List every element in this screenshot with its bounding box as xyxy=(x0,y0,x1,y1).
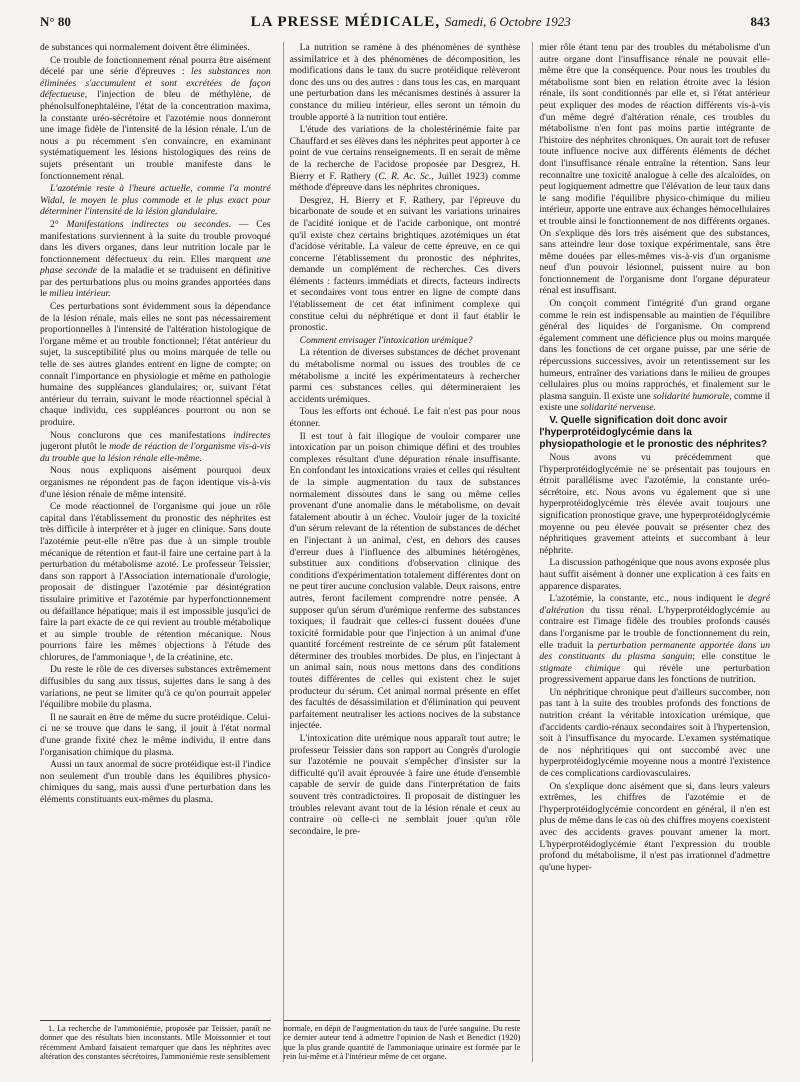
italic-run: solidarité humorale xyxy=(653,390,730,402)
paragraph: L'azotémie reste à l'heure actuelle, comme l'a montré Widal, le moyen le plus commode et le plus exact pour déterminer l'intensité de la lésion glandulaire. xyxy=(40,183,271,218)
column-2 xyxy=(283,42,521,1062)
paragraph: On s'explique donc aisément que si, dans leurs valeurs extrêmes, les chiffres de l'azotémie et de l'hyperprotéidoglycémie concordent en général, il n'en est plus de même dans le cas où des chiffres moyens coexistent avec des accidents graves pouvant amener la mort. L'hyperprotéidoglycémie étant l'expression du trouble profond du métabolisme, il n'est pas irrationnel d'admettre qu'une hyper- xyxy=(539,780,771,873)
text-run: qui révèle une perturbation progressivement apparue dans les fonctions de nutrition. xyxy=(539,662,771,686)
journal-title xyxy=(251,14,571,31)
italic-run: perturbation permanente apportée dans un des constituants du plasma sanguin xyxy=(539,639,771,663)
italic-run: degré d'altération xyxy=(539,593,771,616)
paragraph: Un néphritique chronique peut d'ailleurs succomber, non pas tant à la suite des troubles profonds des fonctions de nutrition créant la véritable intoxication urémique, que d'accidents cardio-rénaux secondaires soit à l'hypertension, soit à l'insuffisance du myocarde. L'examen systématique de nos néphritiques qui ont succombé avec une hyperprotéidoglycémie moyenne nous a montré l'existence de ces complications cardiovasculaires. xyxy=(539,686,771,780)
text-run: ; elle constitue le xyxy=(692,651,770,663)
paragraph: L'intoxication dite urémique nous apparaît tout autre; le professeur Teissier dans son rapport au Congrès d'urologie sur l'azotémie ne pouvait s'empêcher d'insister sur la difficulté qu'il avait éprouvée à faire une étude d'ensemble capable de servir de guide dans l'interprétation de faits souvent très contradictoires. Il proposait de distinguer les troubles relevant avant tout de la lésion rénale et ceux au contraire où celle-ci ne semblait jouer qu'un rôle secondaire, le pre- xyxy=(289,733,521,837)
text-run: 2° xyxy=(50,218,67,230)
paragraph: Ces perturbations sont évidemment sous la dépendance de la lésion rénale, mais elles ne sont pas nécessairement proportionnelles à l'intensité de l'altération histologique de l'organe même et au trouble fonctionnel; l'état antérieur du sujet, la susceptibilité plus ou moins marquée de telle ou telle de ses autres glandes entrent en ligne de compte; on connaît l'importance en physiologie et même en pathologie humaine des suppléances glandulaires; or, suivant l'état antérieur du terrain, suivant le mode réactionnel spécial à chaque individu, ces suppléances pourront ou non se produire. xyxy=(40,301,271,428)
text-run: jugeront plutôt le xyxy=(40,441,110,453)
text-run: L'étude des variations de la cholestérinémie faite par Chauffard et ses élèves dans les néphrites peut apporter à ce point de vue certains renseignements. Il en serait de même de la recherche de l'acidose proposée par Desgrez, H. Bierry et F. Rathery ( xyxy=(289,124,521,182)
section-heading: V. Quelle signification doit donc avoir l'hyperprotéidoglycémie dans la physiopathologie et le pronostic des néphrites? xyxy=(539,415,768,450)
italic-run: les substances non éliminées s'accumulent et sont excrétées de façon défectueuse, xyxy=(40,66,271,101)
italic-run: C. R. Ac. Sc. xyxy=(378,170,432,182)
text-run: Nous conclurons que ces manifestations xyxy=(50,429,234,441)
footnote-text: 1. La recherche de l'ammoniémie, proposée par Teissier, paraît ne donner que des résultats bien inconstants. Mlle Moissonnier et tout récemment Ambard faisaient remarquer que dans les néphrites avec altération des constantes sécrétoires, l'ammoniémie reste sensiblement xyxy=(40,1023,271,1062)
page-number: 843 xyxy=(750,14,770,29)
text-run: l'injection de bleu de méthylène, de phénolsulfonephtaléine, l'état de la concentration maxima, la constante uréo-sécrétoire et l'azotémie nous donneront une image fidèle de l'intensité de la lésion rénale. L'un de nous a pu récemment s'en convaincre, en examinant systématiquement les lésions histologiques des reins de sujets présentant un trouble manifeste dans le fonctionnement rénal. xyxy=(40,89,271,182)
italic-run: stigmate chimique xyxy=(539,662,621,674)
text-run: Ce trouble de fonctionnement rénal pourra être aisément décelé par une série d'épreuves : xyxy=(40,54,271,78)
paragraph: La discussion pathogénique que nous avons exposée plus haut suffit aisément à donner une explication à ces faits en apparence disparates. xyxy=(539,557,771,592)
issue-date: Samedi, 6 Octobre 1923 xyxy=(444,14,571,29)
paragraph: Nous avons vu précédemment que l'hyperprotéidoglycémie ne se présentait pas toujours en étroit parallélisme avec l'azotémie, la constante uréo-sécrétoire, etc. Nous avons vu également que si une hyperprotéidoglycémie très élevée avait toujours une signification pronostique grave, une hyperprotéidoglycémie moyenne ou peu élevée pouvait se présenter chez des néphritiques gravement atteints et succombant à leur néphrite. xyxy=(539,452,771,556)
journal-name: LA PRESSE MÉDICALE, xyxy=(250,14,441,30)
paragraph: Tous les efforts ont échoué. Le fait n'est pas pour nous étonner. xyxy=(289,406,521,429)
text-run: de la maladie et se traduisent en définitive par des perturbations plus ou moins grandes apportées dans le xyxy=(40,265,271,300)
footnote-text: normale, en dépit de l'augmentation du taux de l'urée sanguine. Du reste ce dernier auteur tend à admettre l'opinion de Nash et Benedict (1920) que la plus grande quantité de l'ammoniaque urinaire est formée par le rein lui-même et à l'intérieur même de cet organe. xyxy=(283,1023,521,1062)
paragraph xyxy=(290,124,521,194)
text-run: — Ces manifestations surviennent à la suite du trouble provoqué dans les divers organes, dans leur nutrition locale par le fonctionnement défectueux du rein. Elles marquent xyxy=(40,218,271,265)
footnote xyxy=(284,1020,521,1062)
paragraph: de substances qui normalement doivent être éliminées. xyxy=(40,42,250,53)
text-columns xyxy=(40,42,770,1062)
paragraph: Nous nous expliquons aisément pourquoi deux organismes ne répondent pas de façon identique vis-à-vis d'une lésion rénale de même intensité. xyxy=(40,465,271,500)
italic-run: indirectes xyxy=(233,429,271,441)
paragraph: Il est tout à fait illogique de vouloir comparer une intoxication par un poison chimique défini et des troubles complexes résultant d'une dépuration rénale insuffisante. En confondant les intoxications vraies et celles qui résultent de la simple augmentation du taux de substances normalement dissoutes dans le sang ou même celles provenant d'une anomalie dans le métabolisme, on devait fatalement aboutir à un échec. Vouloir juger de la toxicité d'un sérum relevant de la rétention de substances de déchet en l'injectant à un animal, c'est, en dehors des causes d'erreur dues à l'influence des albumines hétérogènes, substituer aux conditions d'observation clinique des conditions d'expérimentation totalement différentes dont on ne peut tirer aucune conclusion valable. Deux raisons, entre autres, feront facilement comprendre notre pensée. A supposer qu'un sérum d'urémique renferme des substances toxiques, il faudrait que celles-ci fussent douées d'une toxicité formidable pour que l'injection à un animal d'une quantité forcément restreinte de ce sérum pût fatalement déterminer des troubles morbides. De plus, en l'injectant à un animal sain, nous nous mettons dans des conditions toutes différentes de celles qui existent chez le sujet producteur du sérum. Cet animal normal présente en effet des facultés de désassimilation et d'élimination qui peuvent parfaitement neutraliser les actions nocives de la substance injectée. xyxy=(289,430,521,732)
italic-run: solidarité nerveuse. xyxy=(580,402,657,414)
footnote xyxy=(40,1020,271,1062)
text-run: du tissu rénal. L'hyperprotéidoglycémie au contraire est l'image fidèle des troubles profonds causés dans l'organisme par le trouble de fonctionnement du rein, elle traduit la xyxy=(539,604,771,651)
column-1 xyxy=(40,42,271,1062)
text-run: , comme il existe une xyxy=(539,390,771,414)
paragraph: mier rôle étant tenu par des troubles du métabolisme d'un autre organe dont l'insuffisance rénale ne pouvait elle-même être que la conséquence. Pour nous les troubles du métabolisme sont bien en relation étroite avec la lésion rénale, ils sont conditionnés par elle et, si l'état antérieur peut expliquer des modes de réaction différents vis-à-vis d'un même degré d'altération rénale, ces troubles du métabolisme n'en font pas moins partie intégrante de l'histoire des néphrites chroniques. On aurait tort de refuser toute influence nocive aux différents éléments de déchet dont l'insuffisance rénale entraîne la rétention. Sans leur reconnaître une toxicité analogue à celle des alcaloïdes, on peut logiquement admettre que l'élévation de leur taux dans le sang modifie l'équilibre physico-chimique du milieu intérieur, apporte une entrave aux échanges hémocellulaires et trouble ainsi le fonctionnement de nos différents organes. On s'explique dès lors très aisément que des substances, sans atteindre leur dose toxique expérimentale, sans être même douées par elles-mêmes vis-à-vis d'un organisme neuf d'un pouvoir lésionnel, puissent nuire au bon fonctionnement de l'organisme dont l'organe dépurateur rénal est insuffisant. xyxy=(539,42,771,297)
paragraph xyxy=(40,430,271,465)
text-run: L'azotémie, la constante, etc., nous indiquent le xyxy=(549,593,749,605)
paragraph: La rétention de diverses substances de déchet provenant du métabolisme normal ou issues des troubles de ce métabolisme a incité les expérimentateurs à rechercher parmi ces substances celles qui détermineraient les accidents urémiques. xyxy=(289,347,521,405)
italic-run: milieu intérieur. xyxy=(49,288,111,300)
paragraph: Il ne saurait en être de même du sucre protéidique. Celui-ci ne se trouve que dans le sang, il jouit à l'état normal d'une grande fixité chez le même individu, il entre dans l'organisation chimique du plasma. xyxy=(40,711,271,758)
paragraph: Desgrez, H. Bierry et F. Rathery, par l'épreuve du bicarbonate de soude et en suivant les variations urinaires de l'acidité ionique et de l'acide carbonique, ont montré qu'il existe chez certains brightiques azotémiques un état d'acidose véritable. La valeur de cette épreuve, en ce qui concerne l'établissement du pronostic des néphrites, demande un complément de recherches. Ces divers éléments : facteurs immédiats et directs, facteurs indirects et secondaires vont tous entrer en ligne de compte dans l'établissement de cet état infiniment complexe qui constitue celui du néphrétique et dont il faut établir le pronostic. xyxy=(289,194,521,334)
italic-run: Manifestations indirectes ou secondes. xyxy=(66,218,232,230)
paragraph: La nutrition se ramène à des phénomènes de synthèse assimilatrice et à des phénomènes de décomposition, les modifications dans le taux du sucre protéidique relèveront donc des uns ou des autres : dans tous les cas, en marquant une perturbation dans les mécanismes destinés à assurer la constance du milieu intérieur, elles seront un témoin du trouble apporté à la nutrition tout entière. xyxy=(289,42,521,123)
paragraph xyxy=(539,298,770,414)
running-header xyxy=(40,14,770,36)
paragraph xyxy=(40,55,271,183)
text-run: , Juillet 1923) comme méthode d'épreuve dans les néphrites chroniques. xyxy=(289,170,521,194)
column-3 xyxy=(532,42,770,1062)
paragraph: Aussi un taux anormal de sucre protéidique est-il l'indice non seulement d'un trouble dans les équilibres physico-chimiques du sang, mais aussi d'une perturbation dans les éléments constituants eux-mêmes du plasma. xyxy=(40,759,271,805)
italic-run: mode de réaction de l'organisme vis-à-vis du trouble que la lésion rénale elle-même. xyxy=(40,441,271,464)
paragraph: Ce mode réactionnel de l'organisme qui joue un rôle capital dans l'établissement du pronostic des néphrites est très difficile à interpréter et à juger en clinique. Sans doute l'azotémie peut-elle n'être pas due à un simple trouble mécanique de rétention et faut-il faire une certaine part à la perturbation du métabolisme azoté. Le professeur Teissier, dans son rapport à l'Association internationale d'urologie, proposait de distinguer l'azotémie par désintégration tissulaire primitive et l'azotémie par hyperfonctionnement ou défaillance hépatique; mais il est impossible jusqu'ici de faire la part exacte de ce qui revient au trouble métabolique et au simple trouble de rétention mécanique. Nous pourrions faire les mêmes objections à l'étude des chlorures, de l'ammoniaque ¹, de la créatinine, etc. xyxy=(40,501,271,663)
paragraph-heading: Comment envisager l'intoxication urémique? xyxy=(299,334,473,346)
paragraph xyxy=(40,219,271,300)
text-run: On conçoit comment l'intégrité d'un grand organe comme le rein est indispensable au maintien de l'équilibre général des liquides de l'organisme. On comprend également comment une déficience plus ou moins marquée dans les fonctions de cet organe puisse, par une série de répercussions successives, avoir un retentissement sur les humeurs, entraîner des variations dans le milieu de groupes cellulaires plus ou moins rapprochés, et finalement sur le plasma sanguin. Il existe une xyxy=(539,298,771,402)
italic-run: une phase seconde xyxy=(40,253,271,277)
paragraph: Du reste le rôle de ces diverses substances extrêmement diffusibles du sang aux tissus, sujettes dans le sang à des variations, ne peut se limiter qu'à ce qu'on pourrait appeler l'équilibre mobile du plasma. xyxy=(40,664,271,711)
issue-number: N° 80 xyxy=(40,14,71,29)
paragraph xyxy=(539,593,770,686)
